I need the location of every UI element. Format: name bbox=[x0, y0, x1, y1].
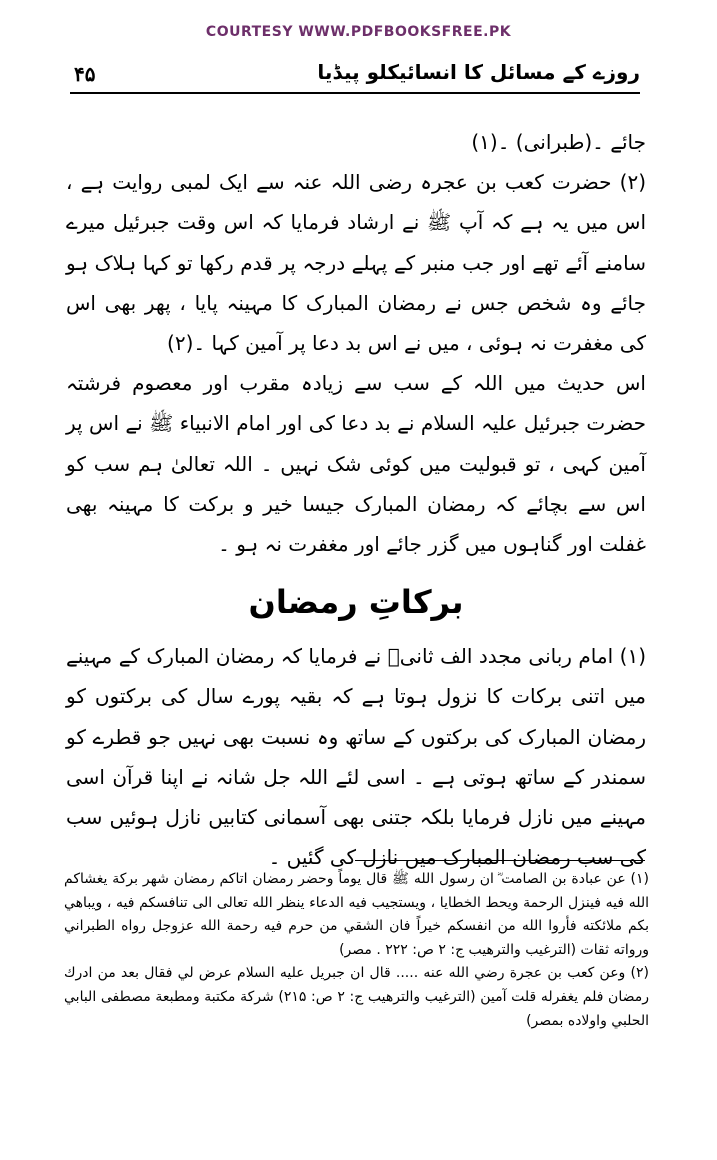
footnotes bbox=[64, 868, 649, 1033]
page-number: ۴۵ bbox=[74, 62, 96, 86]
paragraph: (۲) حضرت کعب بن عجرہ رضی اللہ عنہ سے ایک لمبی روایت ہے ، اس میں یہ ہے کہ آپ ﷺ نے ارشاد فرمایا کہ اس وقت جبرئیل میرے سامنے آئے تھے اور جب منبر کے پہلے درجہ پر قدم رکھا تو کہا ہلاک ہو جائے وہ شخص جس نے رمضان المبارک کا مہینہ پایا ، پھر بھی اس کی مغفرت نہ ہوئی ، میں نے اس بد دعا پر آمین کہا ۔(۲) bbox=[66, 170, 646, 356]
page-header bbox=[70, 58, 640, 94]
courtesy-banner: COURTESY WWW.PDFBOOKSFREE.PK bbox=[205, 24, 512, 40]
book-title: روزے کے مسائل کا انسائیکلو پیڈیا bbox=[317, 60, 640, 84]
footnote: (۱) عن عبادة بن الصامت ؓ ان رسول الله ﷺ قال يوماً وحضر رمضان اتاكم رمضان شهر بركة يغشاكم الله فيه فينزل الرحمة ويحط الخطايا ، ويستجيب فيه الدعاء ينظر الله تعالى الى تنافسكم فيه ، ويباهي بكم ملائكته فأروا الله من انفسكم خيراً فان الشقي من حرم فيه رحمة الله عزوجل رواه الطبراني ورواته ثقات (الترغيب والترهيب ج: ۲ ص: ۲۲۲ . مصر) bbox=[64, 871, 649, 958]
footnote-divider bbox=[355, 860, 645, 861]
paragraph: (۱) امام ربانی مجدد الف ثانیؒ نے فرمایا کہ رمضان المبارک کے مہینے میں اتنی برکات کا نزول ہوتا ہے کہ بقیہ پورے سال کی برکتوں کو رمضان المبارک کی برکتوں کے ساتھ وہ نسبت بھی نہیں جو قطرے کو سمندر کے ساتھ ہوتی ہے ۔ اسی لئے اللہ جل شانہ نے اپنا قرآن اسی مہینے میں نازل فرمایا بلکہ جتنی بھی آسمانی کتابیں نازل ہوئیں سب کی سب رمضان المبارک میں نازل کی گئیں ۔ bbox=[66, 644, 646, 870]
paragraph: جائے ۔(طبرانی) ۔(۱) bbox=[471, 130, 646, 154]
section-heading: برکاتِ رمضان bbox=[248, 583, 464, 622]
paragraph: اس حدیث میں اللہ کے سب سے زیادہ مقرب اور معصوم فرشتہ حضرت جبرئیل علیہ السلام نے بد دعا کی اور امام الانبیاء ﷺ نے اس پر آمین کہی ، تو قبولیت میں کوئی شک نہیں ۔ اللہ تعالیٰ ہم سب کو اس سے بچائے کہ رمضان المبارک جیسا خیر و برکت کا مہینہ بھی غفلت اور گناہوں میں گزر جائے اور مغفرت نہ ہو ۔ bbox=[66, 371, 646, 557]
main-text bbox=[66, 122, 646, 877]
footnote: (۲) وعن كعب بن عجرة رضي الله عنه ..... قال ان جبريل عليه السلام عرض لي فقال بعد من ادرك رمضان فلم يغفرله قلت آمين (الترغيب والترهيب ج: ۲ ص: ۲۱۵) شركة مكتبة ومطبعة مصطفى البابي الحلبي واولاده بمصر) bbox=[64, 965, 649, 1029]
header-divider bbox=[70, 92, 640, 94]
